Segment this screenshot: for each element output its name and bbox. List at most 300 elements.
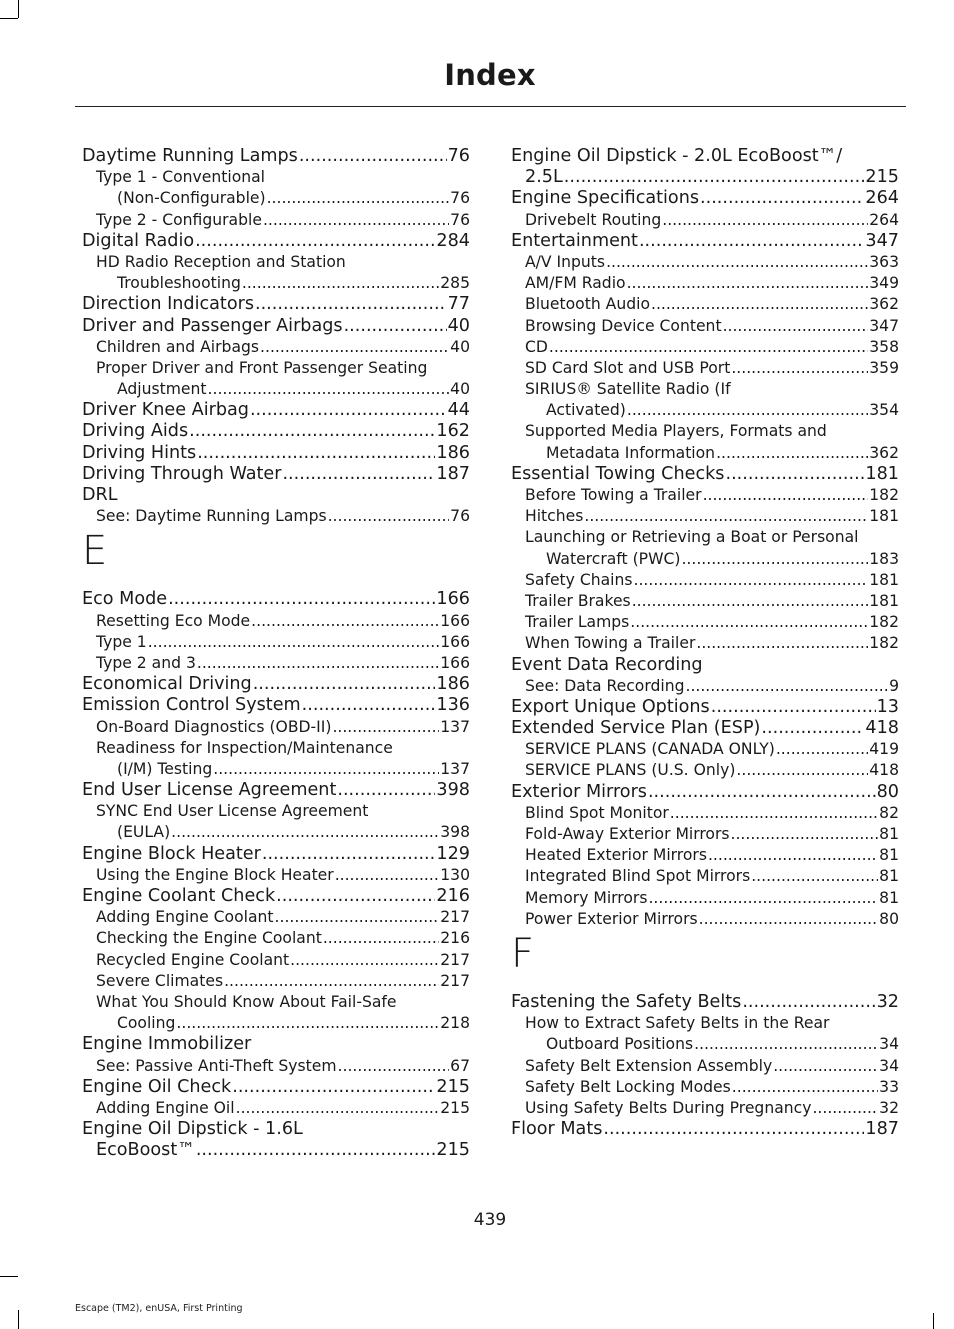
dot-leader <box>627 400 868 421</box>
entry-label: SIRIUS® Satellite Radio (If <box>525 380 731 399</box>
entry-label: DRL <box>82 485 118 505</box>
dot-leader <box>632 591 869 612</box>
index-entry[interactable] <box>82 146 470 167</box>
entry-label: Type 1 <box>96 632 147 651</box>
entry-label: Severe Climates <box>96 971 224 990</box>
page-title: Index <box>444 58 536 92</box>
entry-label: Heated Exterior Mirrors <box>525 846 707 865</box>
dot-leader <box>651 294 868 315</box>
index-subentry[interactable] <box>82 822 470 843</box>
index-subentry[interactable] <box>511 1034 899 1055</box>
index-entry[interactable] <box>511 992 899 1013</box>
index-subentry[interactable] <box>82 632 470 653</box>
entry-label: Bluetooth Audio <box>525 295 650 314</box>
entry-label: Metadata Information <box>546 443 716 462</box>
index-entry[interactable] <box>511 146 899 167</box>
entry-page-number: 358 <box>869 337 899 356</box>
dot-leader <box>716 443 868 464</box>
entry-label: See: Daytime Running Lamps <box>96 507 327 526</box>
index-column-right <box>511 146 899 1140</box>
entry-label: EcoBoost™ <box>96 1140 195 1161</box>
index-subentry[interactable] <box>511 888 899 909</box>
dot-leader <box>549 337 868 358</box>
index-subentry[interactable] <box>511 1077 899 1098</box>
index-entry[interactable] <box>82 1140 470 1161</box>
dot-leader <box>761 718 864 739</box>
entry-page-number: 398 <box>440 823 470 842</box>
entry-label: Exterior Mirrors <box>511 781 647 802</box>
dot-leader <box>731 824 879 845</box>
entry-label: Fastening the Safety Belts <box>511 991 742 1012</box>
entry-page-number: 44 <box>447 400 470 421</box>
entry-page-number: 81 <box>879 846 899 865</box>
index-subentry[interactable] <box>82 907 470 928</box>
entry-page-number: 40 <box>450 337 470 356</box>
entry-page-number: 13 <box>876 696 899 717</box>
entry-page-number: 363 <box>869 252 899 271</box>
dot-leader <box>232 1077 435 1098</box>
dot-leader <box>251 611 439 632</box>
entry-label: Safety Belt Locking Modes <box>525 1077 731 1096</box>
index-subentry[interactable] <box>511 358 899 379</box>
dot-leader <box>263 210 449 231</box>
entry-page-number: 285 <box>440 274 470 293</box>
index-entry[interactable] <box>82 400 470 421</box>
entry-label: Memory Mirrors <box>525 888 648 907</box>
dot-leader <box>299 146 447 167</box>
entry-label: Outboard Positions <box>546 1035 694 1054</box>
entry-label: Adjustment <box>117 380 207 399</box>
dot-leader <box>253 674 436 695</box>
index-entry[interactable] <box>82 589 470 610</box>
entry-label: Watercraft (PWC) <box>546 549 681 568</box>
entry-page-number: 215 <box>440 1098 470 1117</box>
dot-leader <box>732 1077 878 1098</box>
index-entry[interactable] <box>82 886 470 907</box>
dot-leader <box>696 633 868 654</box>
index-entry[interactable] <box>82 1077 470 1098</box>
entry-page-number: 129 <box>436 843 470 864</box>
entry-label: Using the Engine Block Heater <box>96 865 334 884</box>
index-subentry[interactable] <box>82 1056 470 1077</box>
entry-label: Safety Belt Extension Assembly <box>525 1056 773 1075</box>
entry-label: Cooling <box>117 1014 176 1033</box>
entry-label: Extended Service Plan (ESP) <box>511 718 761 739</box>
entry-label: Blind Spot Monitor <box>525 803 669 822</box>
entry-page-number: 362 <box>869 295 899 314</box>
entry-page-number: 137 <box>440 717 470 736</box>
entry-label: Type 1 - Conventional <box>96 168 266 187</box>
entry-label: Before Towing a Trailer <box>525 486 702 504</box>
entry-page-number: 81 <box>879 867 899 886</box>
entry-label: Adding Engine Oil <box>96 1098 235 1117</box>
index-subentry[interactable] <box>82 971 470 992</box>
entry-page-number: 81 <box>879 888 899 907</box>
dot-leader <box>323 928 439 949</box>
entry-label: When Towing a Trailer <box>525 634 696 653</box>
dot-leader <box>723 316 869 337</box>
dot-leader <box>148 632 440 653</box>
entry-label: Driver Knee Airbag <box>82 400 249 421</box>
entry-label: Engine Oil Dipstick - 1.6L <box>82 1119 303 1140</box>
index-entry[interactable] <box>82 1034 470 1055</box>
index-subentry[interactable] <box>511 485 899 506</box>
entry-label: SERVICE PLANS (CANADA ONLY) <box>525 740 775 759</box>
index-entry[interactable] <box>82 1119 470 1140</box>
entry-page-number: 67 <box>450 1056 470 1075</box>
index-subentry[interactable] <box>511 739 899 760</box>
dot-leader <box>338 1056 450 1077</box>
index-entry[interactable] <box>82 485 470 506</box>
index-subentry[interactable] <box>511 443 899 464</box>
entry-label: Emission Control System <box>82 695 301 716</box>
entry-label: Engine Oil Dipstick - 2.0L EcoBoost™/ <box>511 146 843 166</box>
index-entry[interactable] <box>511 464 899 485</box>
entry-page-number: 34 <box>879 1056 899 1075</box>
dot-leader <box>242 273 439 294</box>
index-subentry[interactable] <box>511 506 899 527</box>
entry-label: Safety Chains <box>525 570 633 589</box>
dot-leader <box>708 845 878 866</box>
index-subentry[interactable] <box>82 273 470 294</box>
dot-leader <box>332 717 439 738</box>
dot-leader <box>335 865 440 886</box>
index-subentry[interactable] <box>511 824 899 845</box>
entry-label: Driver and Passenger Airbags <box>82 315 343 336</box>
index-subentry[interactable] <box>511 1013 899 1034</box>
dot-leader <box>703 485 869 506</box>
index-entry[interactable] <box>511 1119 899 1140</box>
entry-page-number: 130 <box>440 865 470 884</box>
entry-page-number: 217 <box>440 971 470 990</box>
entry-label: Engine Specifications <box>511 188 700 209</box>
entry-label: Readiness for Inspection/Maintenance <box>96 738 393 757</box>
dot-leader <box>302 695 436 716</box>
index-subentry[interactable] <box>82 210 470 231</box>
index-entry[interactable] <box>511 231 899 252</box>
entry-label: Driving Hints <box>82 442 197 463</box>
index-subentry[interactable] <box>82 167 470 188</box>
entry-label: CD <box>525 337 548 356</box>
index-subentry[interactable] <box>511 591 899 612</box>
dot-leader <box>627 273 869 294</box>
dot-leader <box>236 1098 440 1119</box>
entry-page-number: 187 <box>436 463 470 484</box>
entry-page-number: 186 <box>436 442 470 463</box>
entry-label: Hitches <box>525 507 584 526</box>
dot-leader <box>603 1119 864 1140</box>
index-entry[interactable] <box>82 780 470 801</box>
index-subentry[interactable] <box>82 188 470 209</box>
entry-page-number: 76 <box>447 146 470 166</box>
entry-page-number: 347 <box>865 230 899 251</box>
entry-label: How to Extract Safety Belts in the Rear <box>525 1014 830 1033</box>
dot-leader <box>699 909 879 930</box>
entry-label: SD Card Slot and USB Port <box>525 358 731 377</box>
entry-label: Daytime Running Lamps <box>82 146 298 166</box>
entry-page-number: 187 <box>865 1119 899 1140</box>
index-subentry[interactable] <box>511 760 899 781</box>
index-entry[interactable] <box>511 167 899 188</box>
index-subentry[interactable] <box>511 803 899 824</box>
entry-label: Driving Through Water <box>82 463 282 484</box>
index-subentry[interactable] <box>82 738 470 759</box>
entry-page-number: 284 <box>436 230 470 251</box>
entry-page-number: 80 <box>876 781 899 802</box>
entry-page-number: 76 <box>450 189 470 208</box>
index-subentry[interactable] <box>511 421 899 442</box>
entry-page-number: 359 <box>869 358 899 377</box>
index-subentry[interactable] <box>82 759 470 780</box>
entry-page-number: 349 <box>869 274 899 293</box>
entry-page-number: 181 <box>869 507 899 526</box>
dot-leader <box>276 886 435 907</box>
entry-page-number: 362 <box>869 443 899 462</box>
entry-page-number: 166 <box>440 653 470 672</box>
index-subentry[interactable] <box>82 992 470 1013</box>
dot-leader <box>812 1098 878 1119</box>
footer-text: Escape (TM2), enUSA, First Printing <box>75 1303 243 1314</box>
entry-page-number: 136 <box>436 695 470 716</box>
index-subentry[interactable] <box>82 717 470 738</box>
index-subentry[interactable] <box>82 379 470 400</box>
entry-page-number: 217 <box>440 950 470 969</box>
entry-label: A/V Inputs <box>525 252 606 271</box>
dot-leader <box>171 822 439 843</box>
dot-leader <box>344 316 447 337</box>
entry-label: See: Data Recording <box>525 676 685 695</box>
entry-page-number: 162 <box>436 421 470 442</box>
dot-leader <box>224 971 439 992</box>
entry-label: Digital Radio <box>82 230 195 251</box>
index-entry[interactable] <box>511 697 899 718</box>
index-column-left <box>82 146 470 1161</box>
entry-label: Floor Mats <box>511 1119 603 1140</box>
dot-leader <box>670 803 878 824</box>
dot-leader <box>260 337 449 358</box>
entry-page-number: 186 <box>436 674 470 695</box>
index-subentry[interactable] <box>511 316 899 337</box>
dot-leader <box>639 231 864 252</box>
index-entry[interactable] <box>82 674 470 695</box>
index-subentry[interactable] <box>82 252 470 273</box>
dot-leader <box>564 167 865 188</box>
dot-leader <box>731 358 868 379</box>
entry-label: Activated) <box>546 401 626 420</box>
dot-leader <box>648 782 876 803</box>
entry-label: Essential Towing Checks <box>511 463 725 484</box>
dot-leader <box>255 294 447 315</box>
index-subentry[interactable] <box>511 273 899 294</box>
index-subentry[interactable] <box>82 950 470 971</box>
index-entry[interactable] <box>82 316 470 337</box>
entry-page-number: 182 <box>869 613 899 632</box>
index-subentry[interactable] <box>511 570 899 591</box>
index-subentry[interactable] <box>82 611 470 632</box>
index-subentry[interactable] <box>82 1013 470 1034</box>
dot-leader <box>751 866 878 887</box>
dot-leader <box>711 697 876 718</box>
index-subentry[interactable] <box>511 337 899 358</box>
entry-page-number: 181 <box>869 591 899 610</box>
index-subentry[interactable] <box>82 506 470 527</box>
index-subentry[interactable] <box>511 845 899 866</box>
entry-page-number: 182 <box>869 486 899 504</box>
entry-page-number: 166 <box>440 611 470 630</box>
entry-page-number: 264 <box>869 210 899 229</box>
entry-page-number: 216 <box>436 886 470 906</box>
entry-page-number: 347 <box>869 316 899 335</box>
entry-label: Supported Media Players, Formats and <box>525 422 827 441</box>
entry-label: Power Exterior Mirrors <box>525 909 698 928</box>
entry-label: Driving Aids <box>82 421 189 442</box>
index-entry[interactable] <box>511 782 899 803</box>
dot-leader <box>195 231 435 252</box>
entry-label: Event Data Recording <box>511 654 703 675</box>
entry-page-number: 419 <box>869 740 899 759</box>
entry-label: Engine Oil Check <box>82 1076 232 1097</box>
entry-label: Resetting Eco Mode <box>96 611 251 630</box>
index-subentry[interactable] <box>511 527 899 548</box>
entry-page-number: 9 <box>889 676 899 695</box>
entry-label: (EULA) <box>117 823 171 842</box>
index-subentry[interactable] <box>511 909 899 930</box>
dot-leader <box>250 400 447 421</box>
entry-label: End User License Agreement <box>82 780 337 801</box>
entry-page-number: 183 <box>869 549 899 568</box>
entry-page-number: 82 <box>879 803 899 822</box>
entry-page-number: 137 <box>440 759 470 778</box>
index-entry[interactable] <box>82 464 470 485</box>
entry-label: Entertainment <box>511 230 638 251</box>
index-subentry[interactable] <box>511 866 899 887</box>
entry-label: On-Board Diagnostics (OBD-II) <box>96 717 332 736</box>
index-subentry[interactable] <box>511 612 899 633</box>
dot-leader <box>662 210 868 231</box>
index-subentry[interactable] <box>82 865 470 886</box>
entry-page-number: 264 <box>865 188 899 209</box>
index-entry[interactable] <box>82 844 470 865</box>
index-subentry[interactable] <box>511 549 899 570</box>
index-subentry[interactable] <box>82 1098 470 1119</box>
index-subentry[interactable] <box>511 210 899 231</box>
title-divider <box>75 106 906 107</box>
index-entry[interactable] <box>82 695 470 716</box>
index-subentry[interactable] <box>82 653 470 674</box>
entry-page-number: 40 <box>450 380 470 399</box>
dot-leader <box>267 188 450 209</box>
entry-page-number: 166 <box>436 589 470 610</box>
entry-page-number: 182 <box>869 634 899 653</box>
entry-label: Adding Engine Coolant <box>96 908 274 927</box>
entry-label: Engine Block Heater <box>82 843 261 864</box>
index-subentry[interactable] <box>511 1098 899 1119</box>
entry-page-number: 215 <box>865 167 899 188</box>
index-entry[interactable] <box>511 718 899 739</box>
page-number: 439 <box>473 1210 507 1230</box>
entry-label: Type 2 - Configurable <box>96 210 262 229</box>
crop-mark <box>0 18 18 19</box>
entry-page-number: 181 <box>865 463 899 484</box>
dot-leader <box>773 1056 878 1077</box>
dot-leader <box>742 992 875 1013</box>
index-subentry[interactable] <box>511 633 899 654</box>
index-entry[interactable] <box>82 294 470 315</box>
entry-page-number: 418 <box>869 761 899 780</box>
entry-label: Trailer Brakes <box>525 591 631 610</box>
index-subentry[interactable] <box>82 801 470 822</box>
index-subentry[interactable] <box>511 1056 899 1077</box>
dot-leader <box>290 950 439 971</box>
entry-label: HD Radio Reception and Station <box>96 252 346 271</box>
index-subentry[interactable] <box>82 337 470 358</box>
index-entry[interactable] <box>82 231 470 252</box>
dot-leader <box>736 760 868 781</box>
entry-label: Using Safety Belts During Pregnancy <box>525 1098 812 1117</box>
entry-label: Engine Immobilizer <box>82 1034 252 1055</box>
entry-label: Trailer Lamps <box>525 613 630 632</box>
dot-leader <box>634 570 869 591</box>
dot-leader <box>196 1140 436 1161</box>
dot-leader <box>694 1034 878 1055</box>
index-subentry[interactable] <box>511 400 899 421</box>
dot-leader <box>213 759 439 780</box>
entry-page-number: 81 <box>879 825 899 843</box>
index-subentry[interactable] <box>82 358 470 379</box>
index-section-letter: E <box>82 528 108 575</box>
dot-leader <box>275 907 440 928</box>
entry-label: Fold-Away Exterior Mirrors <box>525 825 730 843</box>
entry-page-number: 215 <box>436 1140 470 1161</box>
entry-page-number: 418 <box>865 718 899 739</box>
dot-leader <box>700 188 864 209</box>
entry-label: (I/M) Testing <box>117 759 213 778</box>
entry-page-number: 32 <box>876 991 899 1012</box>
crop-mark <box>18 1310 19 1329</box>
entry-label: What You Should Know About Fail-Safe <box>96 992 397 1011</box>
entry-page-number: 40 <box>447 315 470 336</box>
entry-page-number: 166 <box>440 632 470 651</box>
index-subentry[interactable] <box>511 294 899 315</box>
entry-page-number: 76 <box>450 507 470 526</box>
entry-label: See: Passive Anti-Theft System <box>96 1056 337 1075</box>
entry-label: Launching or Retrieving a Boat or Personal <box>525 528 859 547</box>
dot-leader <box>725 464 864 485</box>
dot-leader <box>648 888 878 909</box>
entry-label: Engine Coolant Check <box>82 886 276 906</box>
index-entry[interactable] <box>511 188 899 209</box>
index-subentry[interactable] <box>511 252 899 273</box>
dot-leader <box>685 676 888 697</box>
index-entry[interactable] <box>82 421 470 442</box>
index-entry[interactable] <box>511 655 899 676</box>
entry-label: SYNC End User License Agreement <box>96 802 369 821</box>
crop-mark <box>18 0 19 18</box>
index-entry[interactable] <box>82 443 470 464</box>
index-subentry[interactable] <box>82 928 470 949</box>
entry-page-number: 76 <box>450 210 470 229</box>
entry-label: Economical Driving <box>82 674 252 695</box>
entry-label: Children and Airbags <box>96 337 260 356</box>
dot-leader <box>262 844 436 865</box>
index-subentry[interactable] <box>511 379 899 400</box>
entry-label: Eco Mode <box>82 589 168 610</box>
entry-page-number: 215 <box>436 1076 470 1097</box>
entry-page-number: 33 <box>879 1077 899 1096</box>
index-subentry[interactable] <box>511 676 899 697</box>
entry-page-number: 398 <box>436 780 470 801</box>
crop-mark <box>0 1276 18 1277</box>
